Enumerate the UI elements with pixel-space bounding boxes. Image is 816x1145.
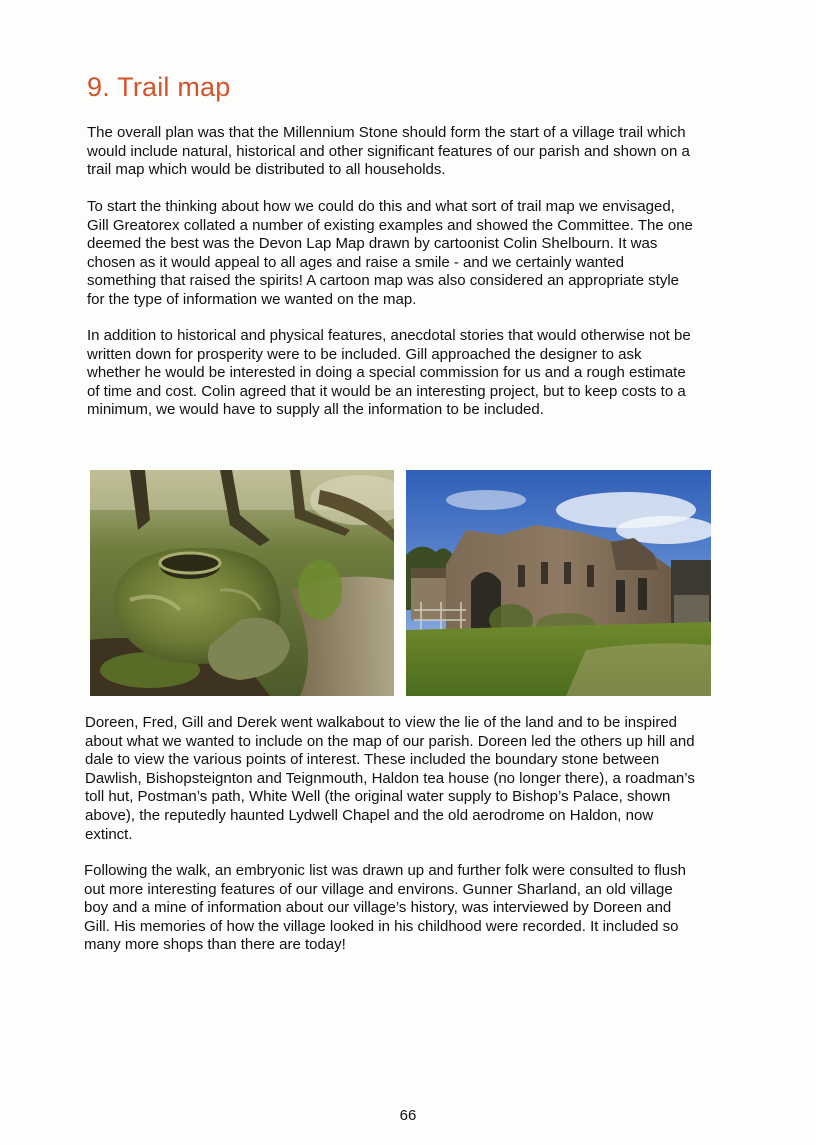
paragraph-consultation: Following the walk, an embryonic list was drawn up and further folk were consulted to flush out more interesting features of our village and environs. Gunner Sharland, an old village boy and a mine of information about our village’s history, was interviewed by Doreen and Gill. His memories of how the village looked in his childhood were recorded. It included so many more shops than there are today! <box>84 862 686 954</box>
bishops-palace-ruin-photo <box>406 470 711 696</box>
paragraph-walkabout: Doreen, Fred, Gill and Derek went walkabout to view the lie of the land and to be inspired about what we wanted to include on the map of our parish. Doreen led the others up hill and dale to view the various points of interest. These included the boundary stone between Dawlish, Bishopsteignton and Teignmouth, Haldon tea house (no longer there), a roadman’s toll hut, Postman’s path, White Well (the original water supply to Bishop’s Palace, shown above), the reputedly haunted Lydwell Chapel and the old aerodrome on Haldon, now extinct. <box>85 714 695 843</box>
white-well-photo <box>90 470 394 696</box>
white-well-illustration <box>90 470 394 696</box>
paragraph-intro: The overall plan was that the Millennium Stone should form the start of a village trail which would include natural, historical and other significant features of our parish and shown on a trail map which would be distributed to all households. <box>87 124 690 179</box>
paragraph-commission: In addition to historical and physical features, anecdotal stories that would otherwise not be written down for prosperity were to be included. Gill approached the designer to ask whether he would be interested in doing a special commission for us and a rough estimate of time and cost. Colin agreed that it would be an interesting project, but to keep costs to a minimum, we would have to supply all the information to be included. <box>87 327 691 419</box>
paragraph-map-style: To start the thinking about how we could do this and what sort of trail map we envisaged, Gill Greatorex collated a number of existing examples and showed the Committee. The one deemed the best was the Devon Lap Map drawn by cartoonist Colin Shelbourn. It was chosen as it would appeal to all ages and raise a smile - and we certainly wanted something that raised the spirits! A cartoon map was also considered an appropriate style for the type of information we wanted on the map. <box>87 198 693 308</box>
page-title: 9. Trail map <box>87 72 231 102</box>
ruin-illustration <box>406 470 711 696</box>
page-number: 66 <box>399 1107 417 1124</box>
